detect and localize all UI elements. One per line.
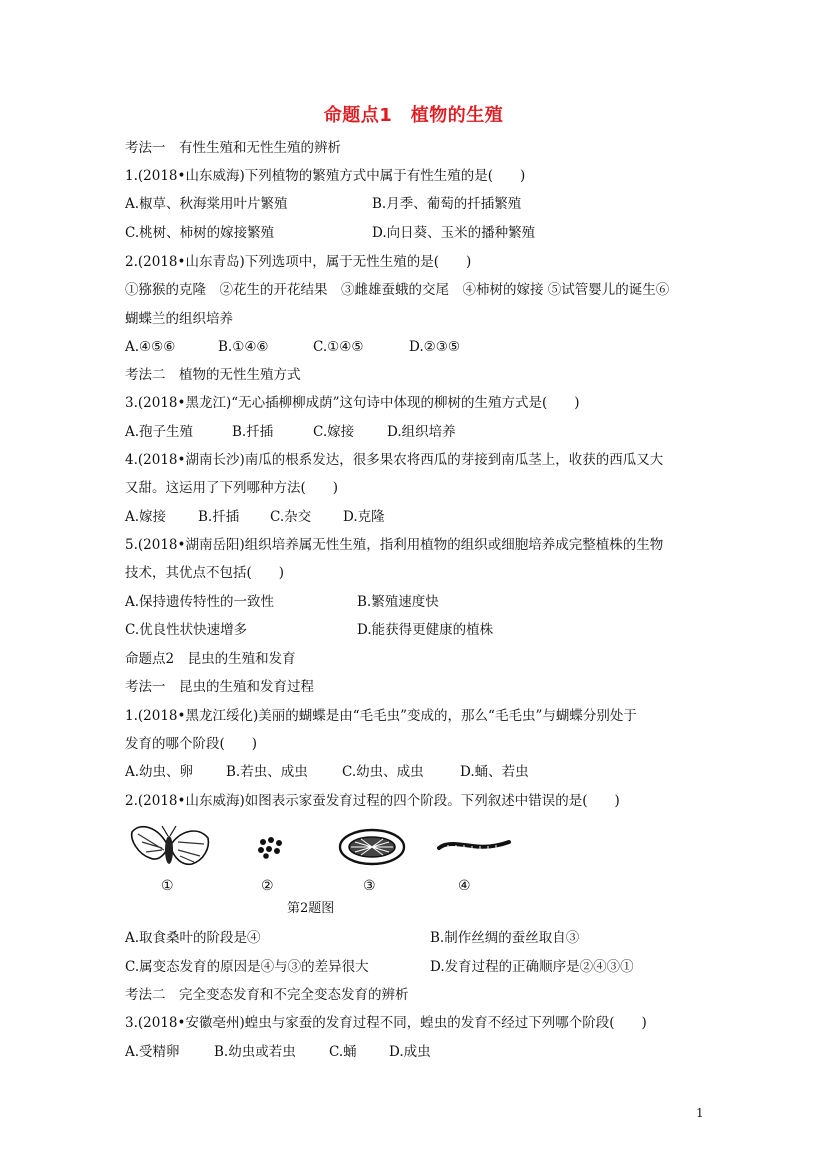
question-5-stem: 5.(2018•湖南岳阳)组织培养属无性生殖，指利用植物的组织或细胞培养成完整植株的生物 (125, 537, 664, 553)
s2-q1-option-d: D.蛹、若虫 (460, 764, 529, 780)
eggs-figure (257, 836, 287, 860)
q3-option-c: C.嫁接 (313, 424, 355, 440)
q1-option-b: B.月季、葡萄的扦插繁殖 (372, 196, 522, 212)
figure-caption: 第2题图 (287, 901, 335, 916)
figure-label-4: ④ (458, 878, 471, 894)
question-5-stem-cont: 技术，其优点不包括( ) (125, 565, 285, 581)
moth-figure (128, 820, 212, 872)
s2-q2-option-c: C.属变态发育的原因是④与③的差异很大 (125, 959, 369, 975)
question-3-stem: 3.(2018•黑龙江)“无心插柳柳成荫”这句诗中体现的柳树的生殖方式是( ) (125, 395, 580, 411)
page-title: 命题点1 植物的生殖 (323, 105, 504, 126)
section-2-heading: 命题点2 昆虫的生殖和发育 (125, 651, 296, 667)
s2-q2-option-a: A.取食桑叶的阶段是④ (125, 930, 261, 946)
q2-option-d: D.②③⑤ (409, 339, 460, 355)
s2-q3-option-d: D.成虫 (389, 1044, 431, 1060)
s2-method-heading-2: 考法二 完全变态发育和不完全变态发育的辨析 (125, 987, 409, 1003)
figure-label-2: ② (261, 878, 274, 894)
question-4-stem-cont: 又甜。这运用了下列哪种方法( ) (125, 480, 339, 496)
method-heading-2: 考法二 植物的无性生殖方式 (125, 367, 301, 383)
method-heading-1: 考法一 有性生殖和无性生殖的辨析 (125, 140, 341, 156)
question-2-items: ①猕猴的克隆 ②花生的开花结果 ③雌雄蚕蛾的交尾 ④柿树的嫁接 ⑤试管婴儿的诞生⑥ (125, 282, 670, 298)
figure-label-1: ① (161, 878, 174, 894)
page-number: 1 (696, 1106, 704, 1120)
q5-option-d: D.能获得更健康的植株 (357, 622, 494, 638)
q2-option-a: A.④⑤⑥ (125, 339, 176, 355)
s2-method-heading-1: 考法一 昆虫的生殖和发育过程 (125, 679, 314, 695)
q2-option-b: B.①④⑥ (218, 339, 269, 355)
s2-q1-option-b: B.若虫、成虫 (226, 764, 308, 780)
q5-option-a: A.保持遗传特性的一致性 (125, 594, 275, 610)
q4-option-c: C.杂交 (270, 509, 312, 525)
question-4-stem: 4.(2018•湖南长沙)南瓜的根系发达，很多果农将西瓜的芽接到南瓜茎上，收获的西瓜又大 (125, 452, 664, 468)
q5-option-c: C.优良性状快速增多 (125, 622, 248, 638)
s2-q3-option-c: C.蛹 (329, 1044, 357, 1060)
question-2-items-cont: 蝴蝶兰的组织培养 (125, 311, 233, 327)
s2-question-1-stem-cont: 发育的哪个阶段( ) (125, 736, 258, 752)
q1-option-a: A.椒草、秋海棠用叶片繁殖 (125, 196, 288, 212)
s2-q1-option-c: C.幼虫、成虫 (342, 764, 424, 780)
q1-option-d: D.向日葵、玉米的播种繁殖 (372, 225, 536, 241)
cocoon-figure (337, 826, 407, 868)
s2-q1-option-a: A.幼虫、卵 (125, 764, 194, 780)
s2-question-3-stem: 3.(2018•安徽亳州)蝗虫与家蚕的发育过程不同，蝗虫的发育不经过下列哪个阶段( ) (125, 1015, 647, 1031)
s2-question-1-stem: 1.(2018•黑龙江绥化)美丽的蝴蝶是由“毛毛虫”变成的，那么“毛毛虫”与蝴蝶分别处于 (125, 708, 637, 724)
s2-q2-option-d: D.发育过程的正确顺序是②④③① (430, 959, 634, 975)
larva-figure (436, 836, 512, 858)
q4-option-d: D.克隆 (343, 509, 385, 525)
s2-q2-option-b: B.制作丝绸的蚕丝取自③ (430, 930, 580, 946)
q1-option-c: C.桃树、柿树的嫁接繁殖 (125, 225, 275, 241)
s2-question-2-stem: 2.(2018•山东威海)如图表示家蚕发育过程的四个阶段。下列叙述中错误的是( ) (125, 793, 620, 809)
q4-option-b: B.扦插 (198, 509, 240, 525)
q3-option-b: B.扦插 (232, 424, 274, 440)
question-2-stem: 2.(2018•山东青岛)下列选项中，属于无性生殖的是( ) (125, 254, 472, 270)
q5-option-b: B.繁殖速度快 (357, 594, 439, 610)
figure-label-3: ③ (363, 878, 376, 894)
q4-option-a: A.嫁接 (125, 509, 167, 525)
s2-q3-option-a: A.受精卵 (125, 1044, 180, 1060)
q3-option-a: A.孢子生殖 (125, 424, 194, 440)
question-1-stem: 1.(2018•山东威海)下列植物的繁殖方式中属于有性生殖的是( ) (125, 168, 526, 184)
q2-option-c: C.①④⑤ (313, 339, 364, 355)
s2-q3-option-b: B.幼虫或若虫 (214, 1044, 296, 1060)
q3-option-d: D.组织培养 (387, 424, 456, 440)
